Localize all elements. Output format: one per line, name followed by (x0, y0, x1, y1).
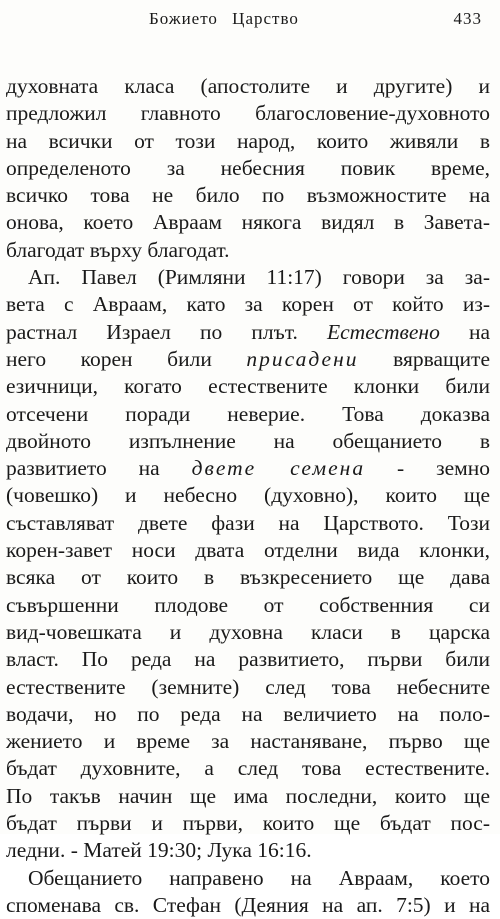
text-line: духовната класа (апостолите и другите) и (6, 74, 490, 98)
running-title: Божието Царство (149, 9, 299, 28)
paragraph-3 (6, 865, 490, 919)
text-line: онова, което Авраам някога видял в Завета- (6, 210, 490, 235)
text-line: съвършенни плодове от собственния си (6, 592, 490, 617)
text-line: двойното изпълнение на обещанието в (6, 428, 490, 453)
text-run: вярващите (358, 346, 490, 371)
text-line: ледни. - Матей 19:30; Лука 16:16. (6, 838, 312, 863)
text-line: на всички от този народ, които живяли в (6, 128, 490, 153)
text-line: Ап. Павел (Римляни 11:17) говори за за- (28, 265, 490, 290)
text-line: вид-човешката и духовна класи в царска (6, 619, 490, 644)
body-text (6, 73, 490, 919)
running-header (0, 9, 500, 33)
italic-emphasis: двете семена (191, 456, 366, 481)
text-run: растнал Израел по плът. (6, 319, 327, 344)
text-line: езичници, когато естествените клонки били (6, 374, 490, 399)
text-line: Обещанието направено на Авраам, което (28, 865, 490, 890)
text-line: естествените (земните) след това небесните (6, 674, 490, 699)
text-line: всичко това не било по възможностите на (6, 183, 490, 208)
text-line: споменава св. Стефан (Деяния на ап. 7:5) и на (6, 892, 490, 917)
paragraph-1 (6, 73, 490, 264)
text-run: - земно (365, 456, 490, 481)
text-line: отсечени поради неверие. Това доказва (6, 401, 490, 426)
text-line: (човешко) и небесно (духовно), които ще (6, 483, 490, 508)
text-line (6, 455, 490, 482)
text-run: него корен били (6, 346, 247, 371)
page-number: 433 (453, 9, 482, 28)
text-line: По такъв начин ще има последни, които ще (6, 783, 490, 808)
text-line: определеното за небесния повик време, (6, 155, 490, 180)
text-run: развитието на (6, 456, 192, 481)
text-line: бъдат първи и първи, които ще бъдат пос- (6, 811, 490, 836)
text-line (6, 319, 490, 346)
text-line: бъдат духовните, а след това естествените. (6, 756, 490, 781)
text-line: съставляват двете фази на Царството. Този (6, 510, 490, 535)
text-line: власт. По реда на развитието, първи били (6, 647, 490, 672)
text-line (6, 346, 490, 373)
text-line: корен-завет носи двата отделни вида клонки, (6, 538, 490, 563)
text-line: благодат върху благодат. (6, 237, 230, 262)
italic-emphasis: Естествено (327, 319, 440, 344)
text-line: всяка от които в възкресението ще дава (6, 565, 490, 590)
text-line: предложил главното благословение-духовното (6, 101, 490, 126)
italic-emphasis: присадени (246, 346, 359, 371)
text-line: жението и време за настаняване, първо ще (6, 729, 490, 754)
text-run: на (439, 319, 490, 344)
text-line: водачи, но по реда на величието на поло- (6, 701, 490, 726)
text-line: вета с Авраам, като за корен от който из- (6, 292, 490, 317)
paragraph-2 (6, 264, 490, 865)
